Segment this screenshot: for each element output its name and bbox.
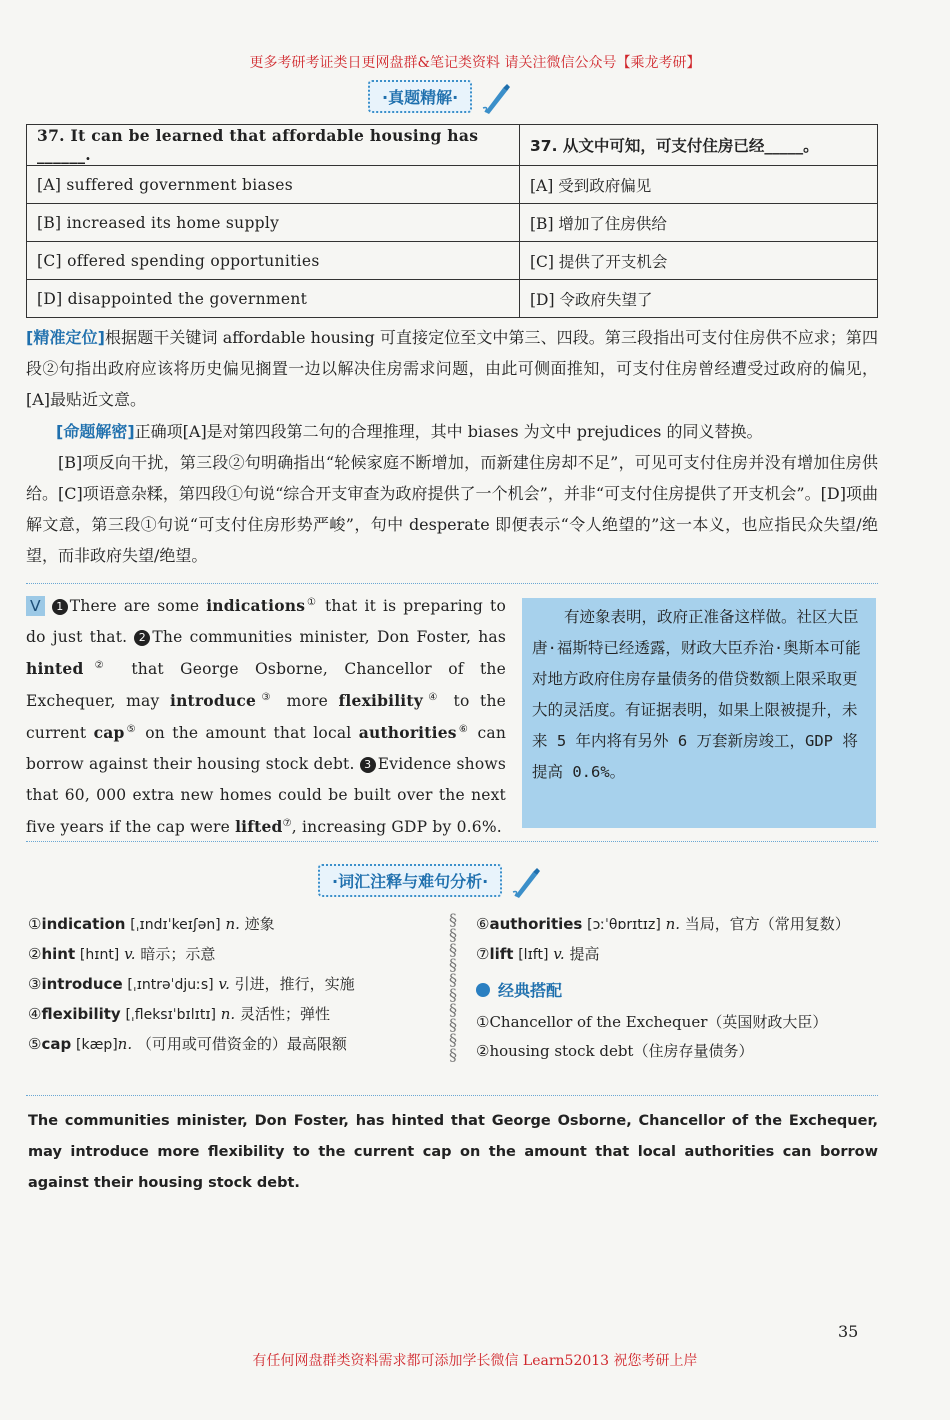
divider	[26, 583, 878, 584]
vocab-num: ①	[28, 915, 42, 933]
list-item	[476, 940, 876, 970]
table-row	[27, 242, 878, 280]
collocation-heading	[476, 976, 876, 1006]
passage-text: that George Osborne, Chancellor of the Exchequer, may	[26, 660, 506, 710]
passage-text: The communities minister, Don Foster, has	[152, 628, 506, 646]
locate-text: 根据题干关键词 affordable housing 可直接定位至文中第三、四段。第三段指出可支付住房供不应求；第四段②句指出政府应该将历史偏见搁置一边以解决住房需求问题，由此可侧面推知，可支付住房曾经遭受过政府的偏见，[A]最贴近文意。	[26, 328, 878, 409]
option-a-en: [A] suffered government biases	[27, 166, 520, 204]
locate-tag: [精准定位]	[26, 328, 105, 347]
part-of-speech: n.	[665, 915, 681, 933]
list-item: ①Chancellor of the Exchequer（英国财政大臣）	[476, 1013, 828, 1031]
part-of-speech: v.	[218, 975, 230, 993]
vocab-word: hint	[41, 945, 76, 963]
bullet-dot-icon	[476, 983, 490, 997]
vocab-word: introduce	[41, 975, 123, 993]
vocab-word: flexibility	[41, 1005, 121, 1023]
passage-text: can borrow against their housing stock debt.	[26, 724, 507, 773]
sentence-number-icon: 1	[52, 599, 68, 615]
section-title-text: ·词汇注释与难句分析·	[318, 864, 502, 897]
list-item: ②housing stock debt（住房存量债务）	[476, 1042, 754, 1060]
vocab-word: indications	[206, 596, 306, 615]
passage-text: that it is preparing to do just that.	[26, 597, 506, 646]
vocab-num: ④	[28, 1005, 42, 1023]
vocab-word: lifted	[235, 817, 283, 836]
part-of-speech: n.	[220, 1005, 236, 1023]
footnote-mark: ①	[305, 596, 319, 608]
passage-text: Evidence shows that 60, 000 extra new homes could be built over the next five years if the cap were	[26, 755, 506, 836]
vocab-num: ③	[28, 975, 42, 993]
vocab-word: hinted	[26, 659, 84, 678]
footnote-mark: ⑤	[124, 723, 138, 735]
part-of-speech: n.	[225, 915, 240, 933]
analysis-locate	[26, 322, 878, 415]
phonetic: [hɪnt]	[79, 947, 120, 963]
vocab-word: cap	[41, 1035, 72, 1053]
phonetic: [ɔːˈθɒrɪtɪz]	[587, 917, 661, 933]
analysis-explain	[26, 416, 878, 571]
vocab-word: lift	[489, 945, 514, 963]
phonetic: [ˌɪntrəˈdjuːs]	[127, 977, 214, 993]
top-banner: 更多考研考证类日更网盘群&笔记类资料 请关注微信公众号【乘龙考研】	[249, 55, 701, 71]
question-stem-zh: 37. 从文中可知，可支付住房已经_____。	[520, 125, 878, 166]
section-title-vocab	[318, 864, 541, 900]
passage-text: on the amount that local	[137, 724, 359, 742]
footnote-mark: ⑥	[456, 723, 471, 735]
vocab-word: introduce	[170, 691, 257, 710]
table-row	[27, 280, 878, 318]
definition: 暗示；示意	[140, 945, 216, 963]
passage-text: , increasing GDP by 0.6%.	[291, 818, 502, 836]
passage-text: to the current	[26, 692, 507, 742]
footnote-mark: ④	[422, 691, 443, 703]
list-item	[28, 1000, 438, 1030]
divider	[26, 841, 878, 842]
table-row	[27, 166, 878, 204]
question-stem-en: 37. It can be learned that affordable housing has ______.	[27, 125, 520, 166]
phonetic: [lɪft]	[518, 947, 549, 963]
vocab-list-left	[28, 910, 438, 1060]
vocab-word: flexibility	[338, 691, 423, 710]
definition: 当局，官方（常用复数）	[684, 915, 850, 933]
footnote-mark: ⑦	[282, 817, 292, 829]
option-c-en: [C] offered spending opportunities	[27, 242, 520, 280]
list-item	[28, 970, 438, 1000]
spiral-binding-icon: § § § § § § § § § §	[449, 910, 457, 1064]
pen-icon	[481, 82, 511, 116]
hard-sentence: The communities minister, Don Foster, has hinted that George Osborne, Chancellor of the Exchequer, may introduce more flexibility to the current cap on the amount that local authorities can borrow against their housing stock debt.	[28, 1113, 878, 1191]
definition: 引进，推行，实施	[234, 975, 355, 993]
vocab-list-right	[476, 910, 876, 1066]
table-row	[27, 204, 878, 242]
vocab-word: authorities	[358, 723, 457, 742]
question-table	[26, 124, 878, 318]
phonetic: [kæp]	[76, 1037, 118, 1053]
bottom-banner: 有任何网盘群类资料需求都可添加学长微信 Learn52013 祝您考研上岸	[252, 1353, 698, 1369]
vocab-num: ②	[28, 945, 42, 963]
option-a-zh: [A] 受到政府偏见	[520, 166, 878, 204]
list-item	[28, 1030, 438, 1060]
phonetic: [ˌfleksɪˈbɪlɪtɪ]	[125, 1007, 216, 1023]
collocation-title: 经典搭配	[498, 981, 563, 1000]
vocab-num: ⑤	[28, 1035, 42, 1053]
option-d-zh: [D] 令政府失望了	[520, 280, 878, 318]
passage-paragraph	[26, 590, 506, 843]
definition: （可用或可借资金的）最高限额	[136, 1035, 347, 1053]
page-number: 35	[838, 1322, 859, 1341]
option-b-en: [B] increased its home supply	[27, 204, 520, 242]
translation-text: 有迹象表明，政府正准备这样做。社区大臣唐·福斯特已经透露，财政大臣乔治·奥斯本可能对地方政府住房存量债务的借贷数额上限采取更大的灵活度。有证据表明，如果上限被提升，未来 5 年内将有另外 6 万套新房竣工，GDP 将提高 0.6%。	[532, 608, 861, 781]
vocab-num: ⑥	[476, 915, 490, 933]
footnote-mark: ②	[83, 659, 116, 671]
part-of-speech: v.	[553, 945, 565, 963]
option-d-en: [D] disappointed the government	[27, 280, 520, 318]
part-of-speech: n.	[117, 1035, 133, 1053]
passage-text: There are some	[69, 597, 207, 615]
question-table-wrap	[26, 124, 878, 318]
section-title-analysis	[368, 80, 511, 116]
option-b-zh: [B] 增加了住房供给	[520, 204, 878, 242]
section-title-text: ·真题精解·	[368, 80, 472, 113]
table-row	[27, 125, 878, 166]
explain-text: 正确项[A]是对第四段第二句的合理推理，其中 biases 为文中 prejudices 的同义替换。	[134, 422, 763, 441]
explain-tag: [命题解密]	[56, 422, 135, 441]
list-item	[28, 910, 438, 940]
definition: 迹象	[244, 915, 275, 933]
phonetic: [ˌɪndɪˈkeɪʃən]	[130, 917, 221, 933]
vocab-word: indication	[41, 915, 126, 933]
paragraph-number-badge: V	[26, 596, 45, 616]
vocab-word: authorities	[489, 915, 583, 933]
explain-text-2: [B]项反向干扰，第三段②句明确指出“轮候家庭不断增加，而新建住房却不足”，可见可支付住房并没有增加住房供给。[C]项语意杂糅，第四段①句说“综合开支审查为政府提供了一个机会”，并非“可支付住房提供了开支机会”。[D]项曲解文意，第三段①句说“可支付住房形势严峻”，句中 desperate 即便表示“令人绝望的”这一本义，也应指民众失望/绝望，而非政府失望/绝望。	[26, 453, 878, 565]
sentence-number-icon: 3	[360, 757, 376, 773]
list-item	[28, 940, 438, 970]
option-c-zh: [C] 提供了开支机会	[520, 242, 878, 280]
pen-icon	[511, 866, 541, 900]
definition: 灵活性；弹性	[239, 1005, 330, 1023]
part-of-speech: v.	[124, 945, 136, 963]
footnote-mark: ③	[256, 691, 277, 703]
list-item	[476, 910, 876, 940]
translation-box	[522, 598, 876, 828]
passage-text: more	[276, 692, 339, 710]
sentence-number-icon: 2	[134, 630, 150, 646]
definition: 提高	[569, 945, 600, 963]
vocab-word: cap	[93, 723, 125, 742]
vocab-num: ⑦	[476, 945, 490, 963]
divider	[26, 1095, 878, 1096]
